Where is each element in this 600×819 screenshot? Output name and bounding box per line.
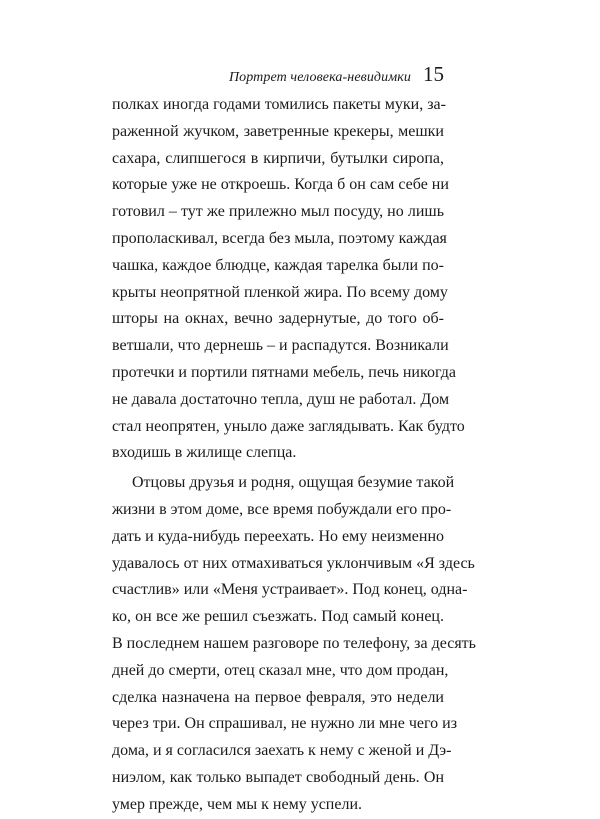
paragraph [112,92,465,467]
text-line: сахара, слипшегося в кирпичи, бутылки сиропа, [112,149,444,167]
text-line: жизни в этом доме, все время побуждали его про- [112,500,452,518]
text-line: дома, и я согласился заехать к нему с женой и Дэ- [112,742,452,760]
text-line: крыты неопрятной пленкой жира. По всему дому [112,283,448,301]
running-title: Портрет человека-невидимки [228,70,411,85]
text-line: удавалось от них отмахиваться уклончивым «Я здесь [112,554,475,572]
text-line: сделка назначена на первое февраля, это недели [112,688,444,706]
text-line: ветшали, что дернешь – и распадутся. Возникали [112,337,449,355]
text-line: входишь в жилище слепца. [112,444,297,462]
text-line: счастлив» или «Меня устраивает». Под конец, одна- [112,581,468,599]
page-number: 15 [423,62,444,86]
text-line: умер прежде, чем мы к нему успели. [112,795,362,813]
body-text [112,92,476,819]
text-line: через три. Он спрашивал, не нужно ли мне чего из [112,715,458,733]
text-line: готовил – тут же прилежно мыл посуду, но лишь [112,203,444,221]
running-head [112,62,444,87]
paragraph [112,470,476,818]
text-line: шторы на окнах, вечно задернутые, до того об- [112,310,444,328]
text-line: чашка, каждое блюдце, каждая тарелка были по- [112,256,444,274]
text-line: дать и куда-нибудь переехать. Но ему неизменно [112,527,444,545]
text-line: ниэлом, как только выпадет свободный день. Он [112,768,444,786]
text-line: В последнем нашем разговоре по телефону, за десять [112,634,476,652]
text-line: ко, он все же решил съезжать. Под самый конец. [112,608,444,626]
text-line: стал неопрятен, уныло даже заглядывать. Как будто [112,417,465,435]
text-line: не давала достаточно тепла, душ не работал. Дом [112,390,450,408]
text-line: протечки и портили пятнами мебель, печь никогда [112,363,456,381]
text-line: прополаскивал, всегда без мыла, поэтому каждая [112,229,447,247]
text-line: которые уже не откроешь. Когда б он сам себе ни [112,176,449,194]
text-line: Отцовы друзья и родня, ощущая безумие такой [132,474,455,492]
text-line: полках иногда годами томились пакеты муки, за- [112,96,446,113]
text-line: дней до смерти, отец сказал мне, что дом продан, [112,661,449,679]
text-line: раженной жучком, заветренные крекеры, мешки [112,122,444,140]
